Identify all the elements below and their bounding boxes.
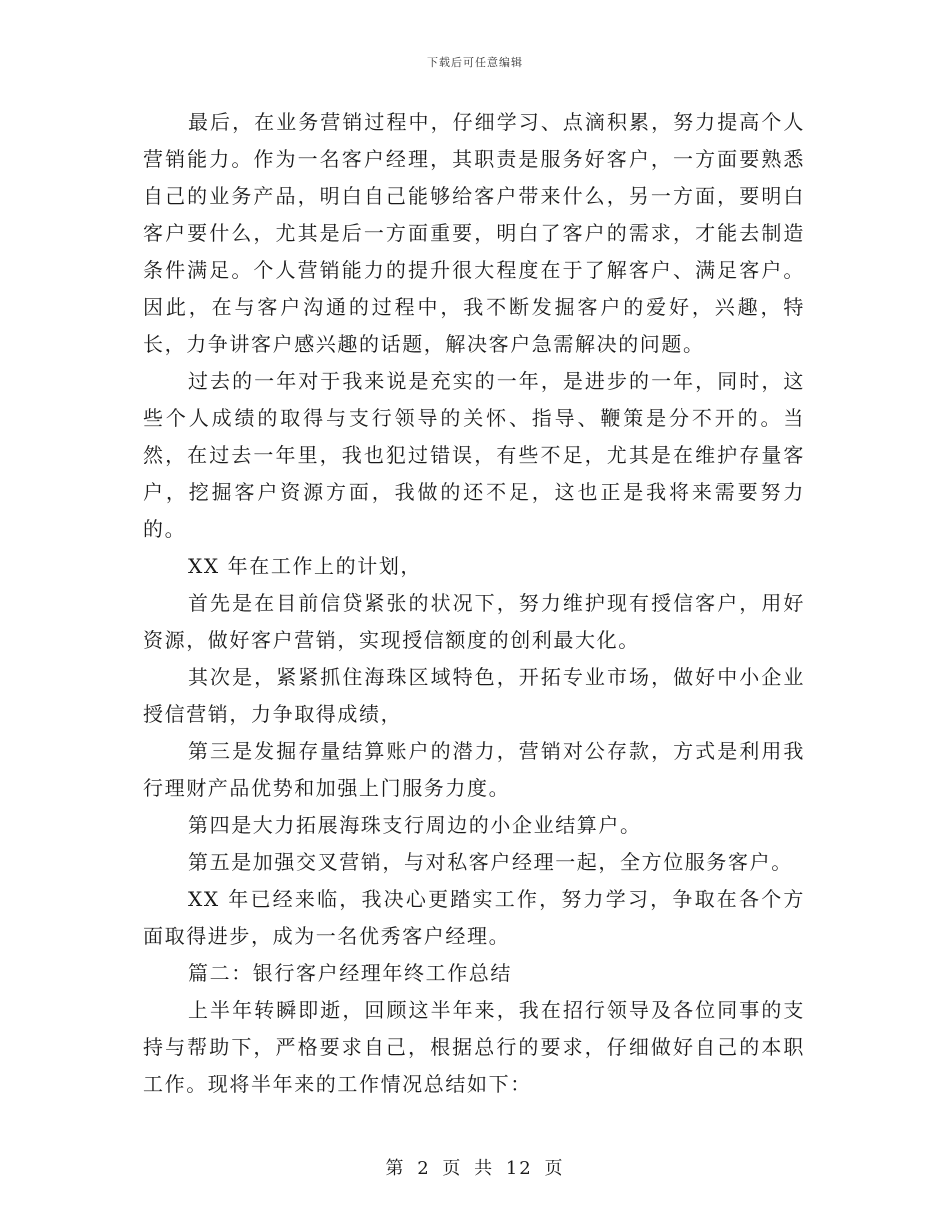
paragraph: 最后，在业务营销过程中，仔细学习、点滴积累，努力提高个人营销能力。作为一名客户经理，其职责是服务好客户，一方面要熟悉自己的业务产品，明白自己能够给客户带来什么，另一方面，要明白客户要什么，尤其是后一方面重要，明白了客户的需求，才能去制造条件满足。个人营销能力的提升很大程度在于了解客户、满足客户。因此，在与客户沟通的过程中，我不断发掘客户的爱好，兴趣，特长，力争讲客户感兴趣的话题，解决客户急需解决的问题。 bbox=[143, 110, 805, 356]
page-number: 第 2 页 共 12 页 bbox=[385, 1158, 565, 1179]
paragraph: 第五是加强交叉营销，与对私客户经理一起，全方位服务客户。 bbox=[188, 850, 793, 874]
paragraph: XX 年在工作上的计划， bbox=[188, 554, 423, 578]
document-body bbox=[143, 104, 805, 1103]
paragraph: XX 年已经来临，我决心更踏实工作，努力学习，争取在各个方面取得进步，成为一名优秀客户经理。 bbox=[143, 887, 805, 948]
paragraph: 过去的一年对于我来说是充实的一年，是进步的一年，同时，这些个人成绩的取得与支行领导的关怀、指导、鞭策是分不开的。当然，在过去一年里，我也犯过错误，有些不足，尤其是在维护存量客户，挖掘客户资源方面，我做的还不足，这也正是我将来需要努力的。 bbox=[143, 369, 805, 541]
paragraph: 首先是在目前信贷紧张的状况下，努力维护现有授信客户，用好资源，做好客户营销，实现授信额度的创利最大化。 bbox=[143, 591, 805, 652]
paragraph: 上半年转瞬即逝，回顾这半年来，我在招行领导及各位同事的支持与帮助下，严格要求自己，根据总行的要求，仔细做好自己的本职工作。现将半年来的工作情况总结如下： bbox=[143, 998, 805, 1096]
section-heading: 篇二：银行客户经理年终工作总结 bbox=[188, 961, 512, 985]
paragraph: 第三是发掘存量结算账户的潜力，营销对公存款，方式是利用我行理财产品优势和加强上门服务力度。 bbox=[143, 739, 805, 800]
page-header: 下载后可任意编辑 bbox=[427, 56, 523, 69]
paragraph: 其次是，紧紧抓住海珠区域特色，开拓专业市场，做好中小企业授信营销，力争取得成绩， bbox=[143, 665, 805, 726]
paragraph: 第四是大力拓展海珠支行周边的小企业结算户。 bbox=[188, 813, 642, 837]
